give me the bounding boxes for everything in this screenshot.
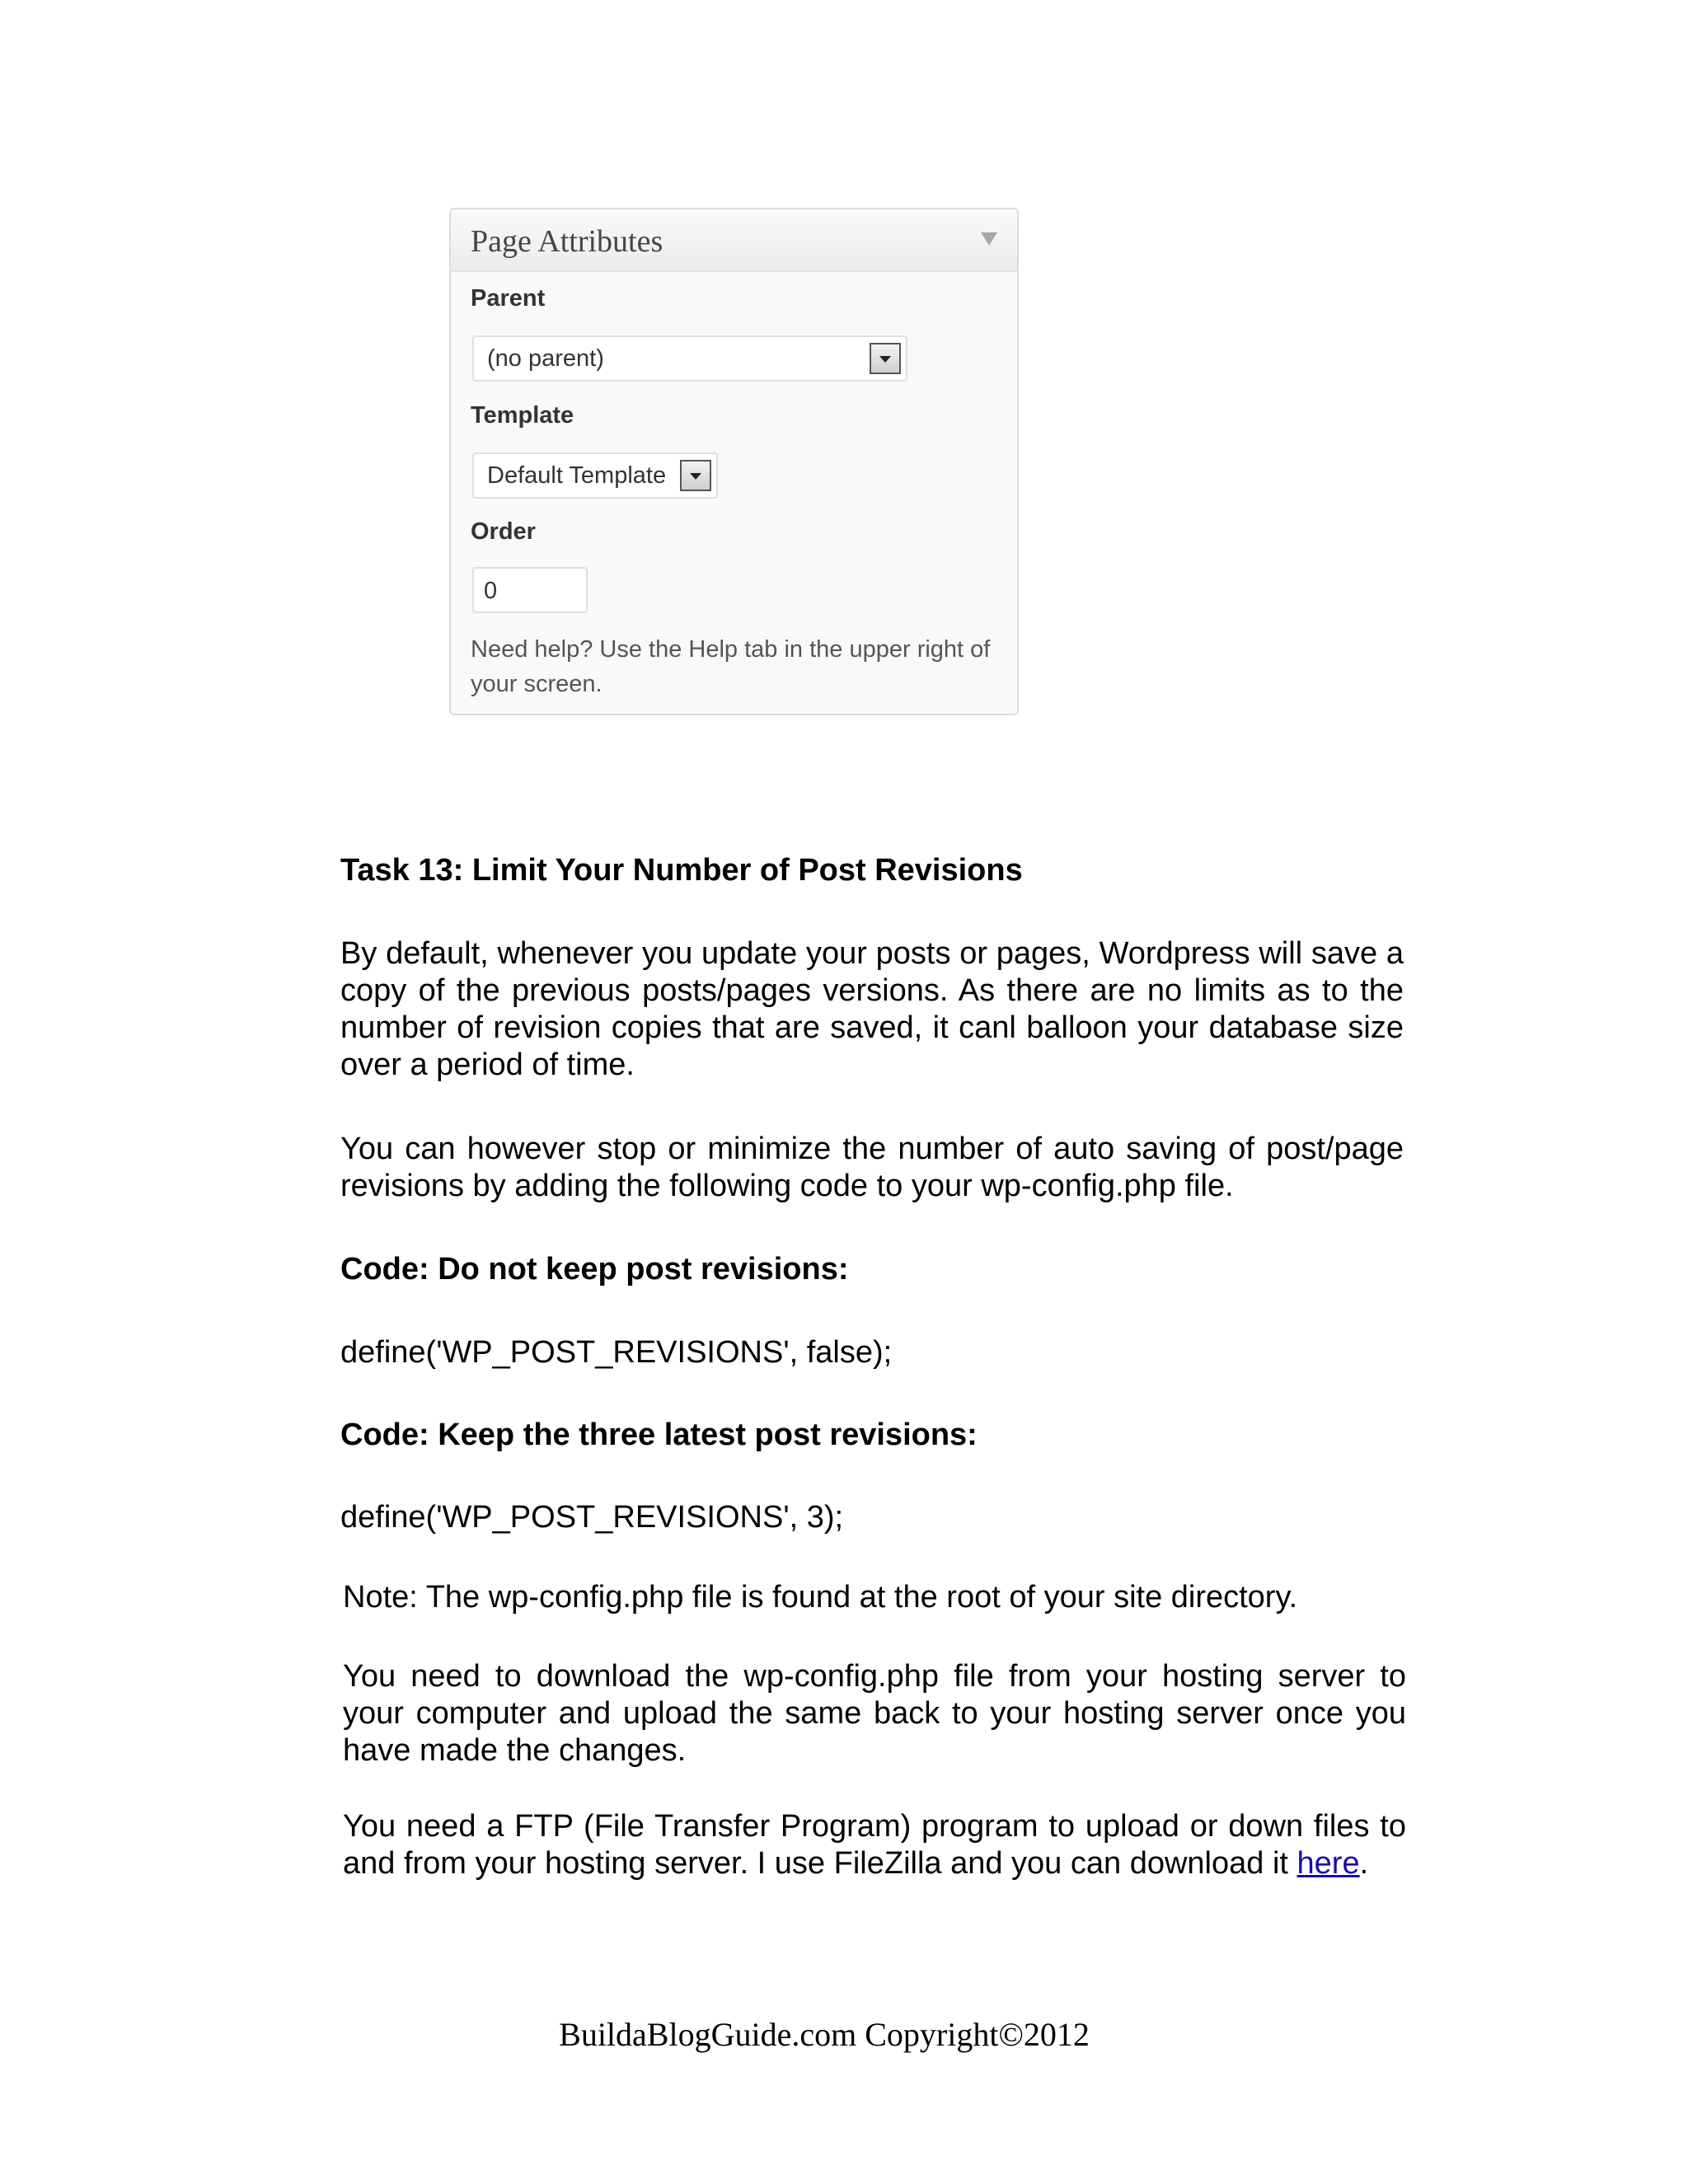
code-heading-no-revisions: Code: Do not keep post revisions: <box>340 1252 849 1286</box>
paragraph-ftp-text: You need a FTP (File Transfer Program) program to upload or down files to and from your hosting server. I use FileZilla and you can download it <box>343 1809 1406 1881</box>
help-text: Need help? Use the Help tab in the upper right of your screen. <box>471 636 991 697</box>
order-input-value: 0 <box>484 578 498 604</box>
paragraph-download-config: You need to download the wp-config.php file from your hosting server to your computer and upload the same back to your hosting server once you have made the changes. <box>343 1659 1406 1768</box>
template-select-value: Default Template <box>487 462 667 489</box>
parent-select[interactable] <box>472 335 907 382</box>
order-input[interactable] <box>472 567 588 613</box>
code-line-three-revisions: define('WP_POST_REVISIONS', 3); <box>340 1500 844 1535</box>
collapse-triangle-icon[interactable] <box>981 232 997 246</box>
template-select[interactable] <box>472 452 718 499</box>
note-text: Note: The wp-config.php file is found at the root of your site directory. <box>343 1580 1298 1615</box>
paragraph-ftp <box>343 1808 1406 1882</box>
dropdown-arrow-icon[interactable] <box>680 460 711 491</box>
parent-label: Parent <box>471 285 546 312</box>
filezilla-download-link[interactable]: here <box>1296 1846 1360 1881</box>
widget-title: Page Attributes <box>471 224 663 259</box>
dropdown-arrow-icon[interactable] <box>870 343 901 374</box>
paragraph-minimize-revisions: You can however stop or minimize the number of auto saving of post/page revisions by adding the following code to your wp-config.php file. <box>340 1132 1404 1203</box>
widget-header[interactable] <box>451 209 1017 272</box>
task-heading: Task 13: Limit Your Number of Post Revisions <box>340 853 1023 888</box>
footer-copyright: BuildaBlogGuide.com Copyright©2012 <box>559 2016 1090 2053</box>
order-label: Order <box>471 518 536 545</box>
template-label: Template <box>471 402 574 429</box>
code-line-no-revisions: define('WP_POST_REVISIONS', false); <box>340 1335 893 1370</box>
parent-select-value: (no parent) <box>487 345 604 372</box>
paragraph-default-revisions: By default, whenever you update your posts or pages, Wordpress will save a copy of the previous posts/pages versions. As there are no limits as to the number of revision copies that are saved, it canl balloon your database size over a period of time. <box>340 936 1404 1082</box>
page-attributes-widget <box>449 208 1019 715</box>
paragraph-ftp-period: . <box>1359 1846 1369 1881</box>
code-heading-three-revisions: Code: Keep the three latest post revisions: <box>340 1418 978 1452</box>
